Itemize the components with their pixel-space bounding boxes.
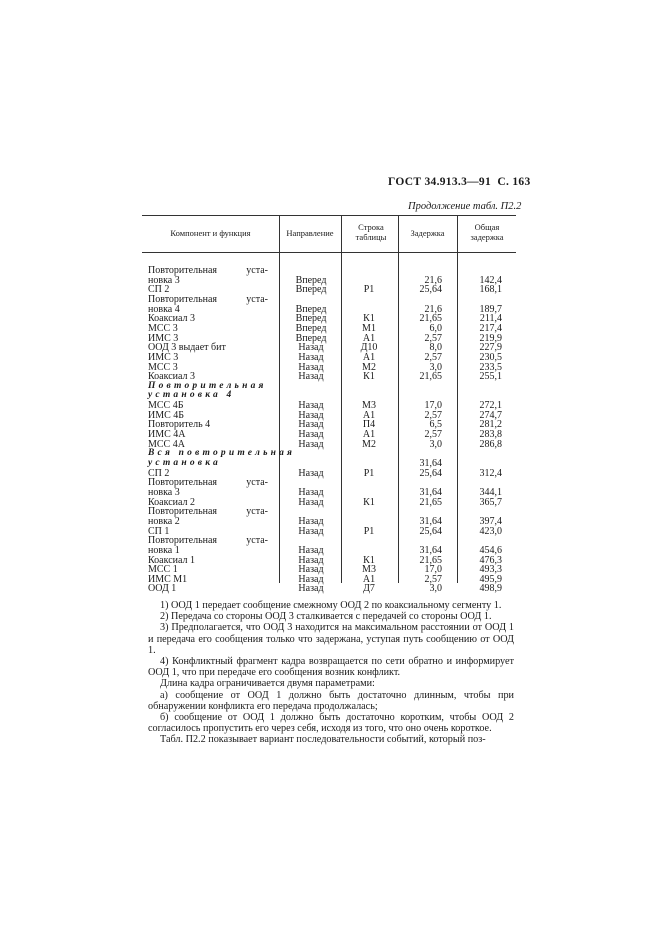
component-cell: МСС 3 xyxy=(148,361,178,373)
delay-cell: 2,57 xyxy=(424,351,442,363)
delay-cell: 8,0 xyxy=(429,342,442,354)
table-row xyxy=(148,546,508,556)
component-text: уста- xyxy=(246,477,268,489)
delay-cell: 31,64 xyxy=(419,486,442,498)
table-row-ref-cell: Д7 xyxy=(363,583,375,595)
note-1: 1) ООД 1 передает сообщение смежному ООД 2 по коаксиальному сегменту 1. xyxy=(160,600,502,611)
table-row-ref-cell: М2 xyxy=(362,361,376,373)
component-cell: ИМС 3 xyxy=(148,351,179,363)
delay-cell: 21,6 xyxy=(424,303,442,315)
component-cell: СП 1 xyxy=(148,525,170,537)
component-cell xyxy=(148,295,268,305)
direction-cell: Назад xyxy=(298,486,324,498)
direction-cell: Назад xyxy=(298,496,324,508)
delay-cell: 2,57 xyxy=(424,429,442,441)
component-cell: Коаксиал 1 xyxy=(148,554,196,566)
total-delay-cell: 255,1 xyxy=(479,371,502,383)
table-row xyxy=(148,305,508,315)
component-cell: Коаксиал 3 xyxy=(148,371,196,383)
notes-block xyxy=(148,600,514,746)
direction-cell: Назад xyxy=(298,467,324,479)
component-cell: новка 2 xyxy=(148,515,180,527)
table-row xyxy=(148,276,508,286)
page-number: С. 163 xyxy=(497,176,531,188)
delay-cell: 3,0 xyxy=(429,438,442,450)
table-row xyxy=(148,575,508,585)
standard-number: ГОСТ 34.913.3—91 xyxy=(388,176,492,188)
table-row-ref-cell: М3 xyxy=(362,564,376,576)
direction-cell: Назад xyxy=(298,419,324,431)
table-row-ref-cell: К1 xyxy=(363,554,375,566)
total-delay-cell: 230,5 xyxy=(479,351,502,363)
total-delay-cell: 189,7 xyxy=(479,303,502,315)
delay-cell: 2,57 xyxy=(424,332,442,344)
component-cell: Коаксиал 3 xyxy=(148,313,196,325)
delay-cell: 31,64 xyxy=(419,458,442,469)
section-heading: Повторительная xyxy=(148,380,267,391)
table-row xyxy=(148,401,508,411)
total-delay-cell: 217,4 xyxy=(479,322,502,334)
component-cell: СП 2 xyxy=(148,284,170,296)
table-row-ref-cell: Р1 xyxy=(363,284,375,296)
component-text: Повторительная xyxy=(148,293,218,305)
delay-cell: 2,57 xyxy=(424,573,442,585)
total-delay-cell: 476,3 xyxy=(479,554,502,566)
table-row-ref-cell: А1 xyxy=(362,573,376,585)
delay-cell: 21,65 xyxy=(419,554,442,566)
table-row-ref-cell: А1 xyxy=(362,429,376,441)
delay-cell: 17,0 xyxy=(424,564,442,576)
total-delay-cell: 272,1 xyxy=(479,400,502,412)
component-cell: МСС 4А xyxy=(148,438,185,450)
total-delay-cell: 227,9 xyxy=(479,342,502,354)
paragraph-item-b: б) сообщение от ООД 1 должно быть достаточно коротким, чтобы ООД 2 согласилось пропустить его через себя, исходя из того, что оно очень короткое. xyxy=(148,712,514,735)
col-header-direction: Направление xyxy=(286,228,334,238)
table-row xyxy=(148,430,508,440)
col-header-table-row: Строка таблицы xyxy=(355,222,387,242)
total-delay-cell: 397,4 xyxy=(479,515,502,527)
delay-cell: 31,64 xyxy=(419,544,442,556)
direction-cell: Вперед xyxy=(295,303,327,315)
table-row xyxy=(148,353,508,363)
component-text: Повторительная xyxy=(148,506,218,518)
table-row-ref-cell: М2 xyxy=(362,438,376,450)
direction-cell: Назад xyxy=(298,573,324,585)
table-top-rule xyxy=(142,215,516,216)
component-cell: новка 4 xyxy=(148,303,180,315)
component-cell: ООД 3 выдает бит xyxy=(148,342,226,354)
table-row-ref-cell: Р1 xyxy=(363,525,375,537)
direction-cell: Назад xyxy=(298,361,324,373)
component-text: уста- xyxy=(246,293,268,305)
component-cell: Коаксиал 2 xyxy=(148,496,196,508)
table-row xyxy=(148,565,508,575)
table-row xyxy=(148,420,508,430)
total-delay-cell: 142,4 xyxy=(479,274,502,286)
component-cell: МСС 1 xyxy=(148,564,178,576)
delay-cell: 2,57 xyxy=(424,409,442,421)
delay-cell: 21,65 xyxy=(419,313,442,325)
table-row-ref-cell: Д10 xyxy=(360,342,378,354)
direction-cell: Вперед xyxy=(295,274,327,286)
direction-cell: Назад xyxy=(298,409,324,421)
total-delay-cell: 283,8 xyxy=(479,429,502,441)
delay-cell: 3,0 xyxy=(429,583,442,595)
direction-cell: Назад xyxy=(298,515,324,527)
component-cell: ИМС 4А xyxy=(148,429,186,441)
table-row xyxy=(148,478,508,488)
direction-cell: Назад xyxy=(298,342,324,354)
table-row-ref-cell: П4 xyxy=(362,419,376,431)
table-row-ref-cell: А1 xyxy=(362,332,376,344)
table-row-ref-cell: А1 xyxy=(362,351,376,363)
component-cell: ООД 1 xyxy=(148,583,177,595)
direction-cell: Вперед xyxy=(295,332,327,344)
component-cell: новка 3 xyxy=(148,486,180,498)
component-text: Повторительная xyxy=(148,477,218,489)
direction-cell: Назад xyxy=(298,583,324,595)
page-header xyxy=(388,176,531,188)
note-4: 4) Конфликтный фрагмент кадра возвращается по сети обратно и информирует ООД 1, что при передаче его сообщения возник конфликт. xyxy=(148,656,514,679)
direction-cell: Назад xyxy=(298,554,324,566)
delay-cell: 21,65 xyxy=(419,371,442,383)
component-cell: МСС 3 xyxy=(148,322,178,334)
direction-cell: Назад xyxy=(298,544,324,556)
component-text: уста- xyxy=(246,506,268,518)
total-delay-cell: 286,8 xyxy=(479,438,502,450)
table-row-ref-cell: К1 xyxy=(363,371,375,383)
table-row xyxy=(148,517,508,527)
table-row xyxy=(148,295,508,305)
col-header-total-delay: Общая задержка xyxy=(470,222,504,242)
table-row-ref-cell: К1 xyxy=(363,313,375,325)
component-cell: новка 3 xyxy=(148,274,180,286)
component-cell: новка 1 xyxy=(148,544,180,556)
total-delay-cell: 233,5 xyxy=(479,361,502,373)
table-row-ref-cell: М3 xyxy=(362,400,376,412)
table-row xyxy=(148,507,508,517)
table-row xyxy=(148,459,508,469)
direction-cell: Назад xyxy=(298,564,324,576)
table-row-ref-cell: К1 xyxy=(363,496,375,508)
delay-cell: 17,0 xyxy=(424,400,442,412)
total-delay-cell: 211,4 xyxy=(479,313,502,325)
component-cell: ИМС М1 xyxy=(148,573,188,585)
note-2: 2) Передача со стороны ООД 3 сталкивается с передачей со стороны ООД 1. xyxy=(160,611,492,623)
total-delay-cell: 495,9 xyxy=(479,573,502,585)
total-delay-cell: 493,3 xyxy=(479,564,502,576)
note-3: 3) Предполагается, что ООД 3 находится на максимальном расстоянии от ООД 1 и передача его сообщения только что задержана, уступая путь сообщению от ООД 1. xyxy=(148,622,514,656)
delay-cell: 6,5 xyxy=(429,419,442,431)
component-cell: МСС 4Б xyxy=(148,400,184,412)
component-text: уста- xyxy=(246,265,268,276)
direction-cell: Назад xyxy=(298,438,324,450)
total-delay-cell: 168,1 xyxy=(479,284,502,296)
direction-cell: Вперед xyxy=(295,284,327,296)
total-delay-cell: 498,9 xyxy=(479,583,502,595)
total-delay-cell: 281,2 xyxy=(479,419,502,431)
table-row xyxy=(148,391,508,401)
direction-cell: Назад xyxy=(298,351,324,363)
table-header-rule xyxy=(142,252,516,253)
table-row xyxy=(148,556,508,566)
component-cell: СП 2 xyxy=(148,467,170,479)
direction-cell: Назад xyxy=(298,371,324,383)
delay-cell: 21,65 xyxy=(419,496,442,508)
col-header-delay: Задержка xyxy=(410,228,445,238)
delay-cell: 6,0 xyxy=(429,322,442,334)
total-delay-cell: 344,1 xyxy=(479,486,502,498)
component-cell: Повторитель 4 xyxy=(148,419,211,431)
table-row xyxy=(148,488,508,498)
table-row xyxy=(148,363,508,373)
delay-cell: 25,64 xyxy=(419,284,442,296)
direction-cell: Назад xyxy=(298,429,324,441)
table-row xyxy=(148,266,508,276)
table-row xyxy=(148,324,508,334)
delay-cell: 31,64 xyxy=(419,515,442,527)
table-row xyxy=(148,536,508,546)
section-heading: Вся повторительная xyxy=(148,448,296,459)
table-row-ref-cell: М1 xyxy=(362,322,376,334)
total-delay-cell: 365,7 xyxy=(479,496,502,508)
direction-cell: Вперед xyxy=(295,313,327,325)
direction-cell: Назад xyxy=(298,525,324,537)
component-text: уста- xyxy=(246,535,268,547)
component-text: Повторительная xyxy=(148,265,218,276)
component-text: Повторительная xyxy=(148,535,218,547)
total-delay-cell: 423,0 xyxy=(479,525,502,537)
total-delay-cell: 312,4 xyxy=(479,467,502,479)
delay-cell: 21,6 xyxy=(424,274,442,286)
paragraph-item-a: а) сообщение от ООД 1 должно быть достаточно длинным, чтобы при обнаружении конфликта его передача продолжалась; xyxy=(148,689,514,712)
total-delay-cell: 274,7 xyxy=(479,409,502,421)
delay-cell: 25,64 xyxy=(419,467,442,479)
table-row xyxy=(148,584,508,594)
table-row-ref-cell: Р1 xyxy=(363,467,375,479)
component-cell: ИМС 4Б xyxy=(148,409,185,421)
paragraph-frame-length: Длина кадра ограничивается двумя параметрами: xyxy=(160,678,375,690)
table-continuation-caption: Продолжение табл. П2.2 xyxy=(408,201,522,212)
col-header-component: Компонент и функция xyxy=(170,228,251,238)
table-row xyxy=(148,343,508,353)
direction-cell: Вперед xyxy=(295,322,327,334)
total-delay-cell: 454,6 xyxy=(479,544,502,556)
delay-cell: 3,0 xyxy=(429,361,442,373)
component-cell: ИМС 3 xyxy=(148,332,179,344)
table-row-ref-cell: А1 xyxy=(362,409,376,421)
direction-cell: Назад xyxy=(298,400,324,412)
section-heading: установка 4 xyxy=(148,390,235,401)
paragraph-table-ref: Табл. П2.2 показывает вариант последовательности событий, который поз- xyxy=(160,734,486,746)
section-heading: установка xyxy=(148,458,221,468)
delay-cell: 25,64 xyxy=(419,525,442,537)
total-delay-cell: 219,9 xyxy=(479,332,502,344)
table-row xyxy=(148,314,508,324)
